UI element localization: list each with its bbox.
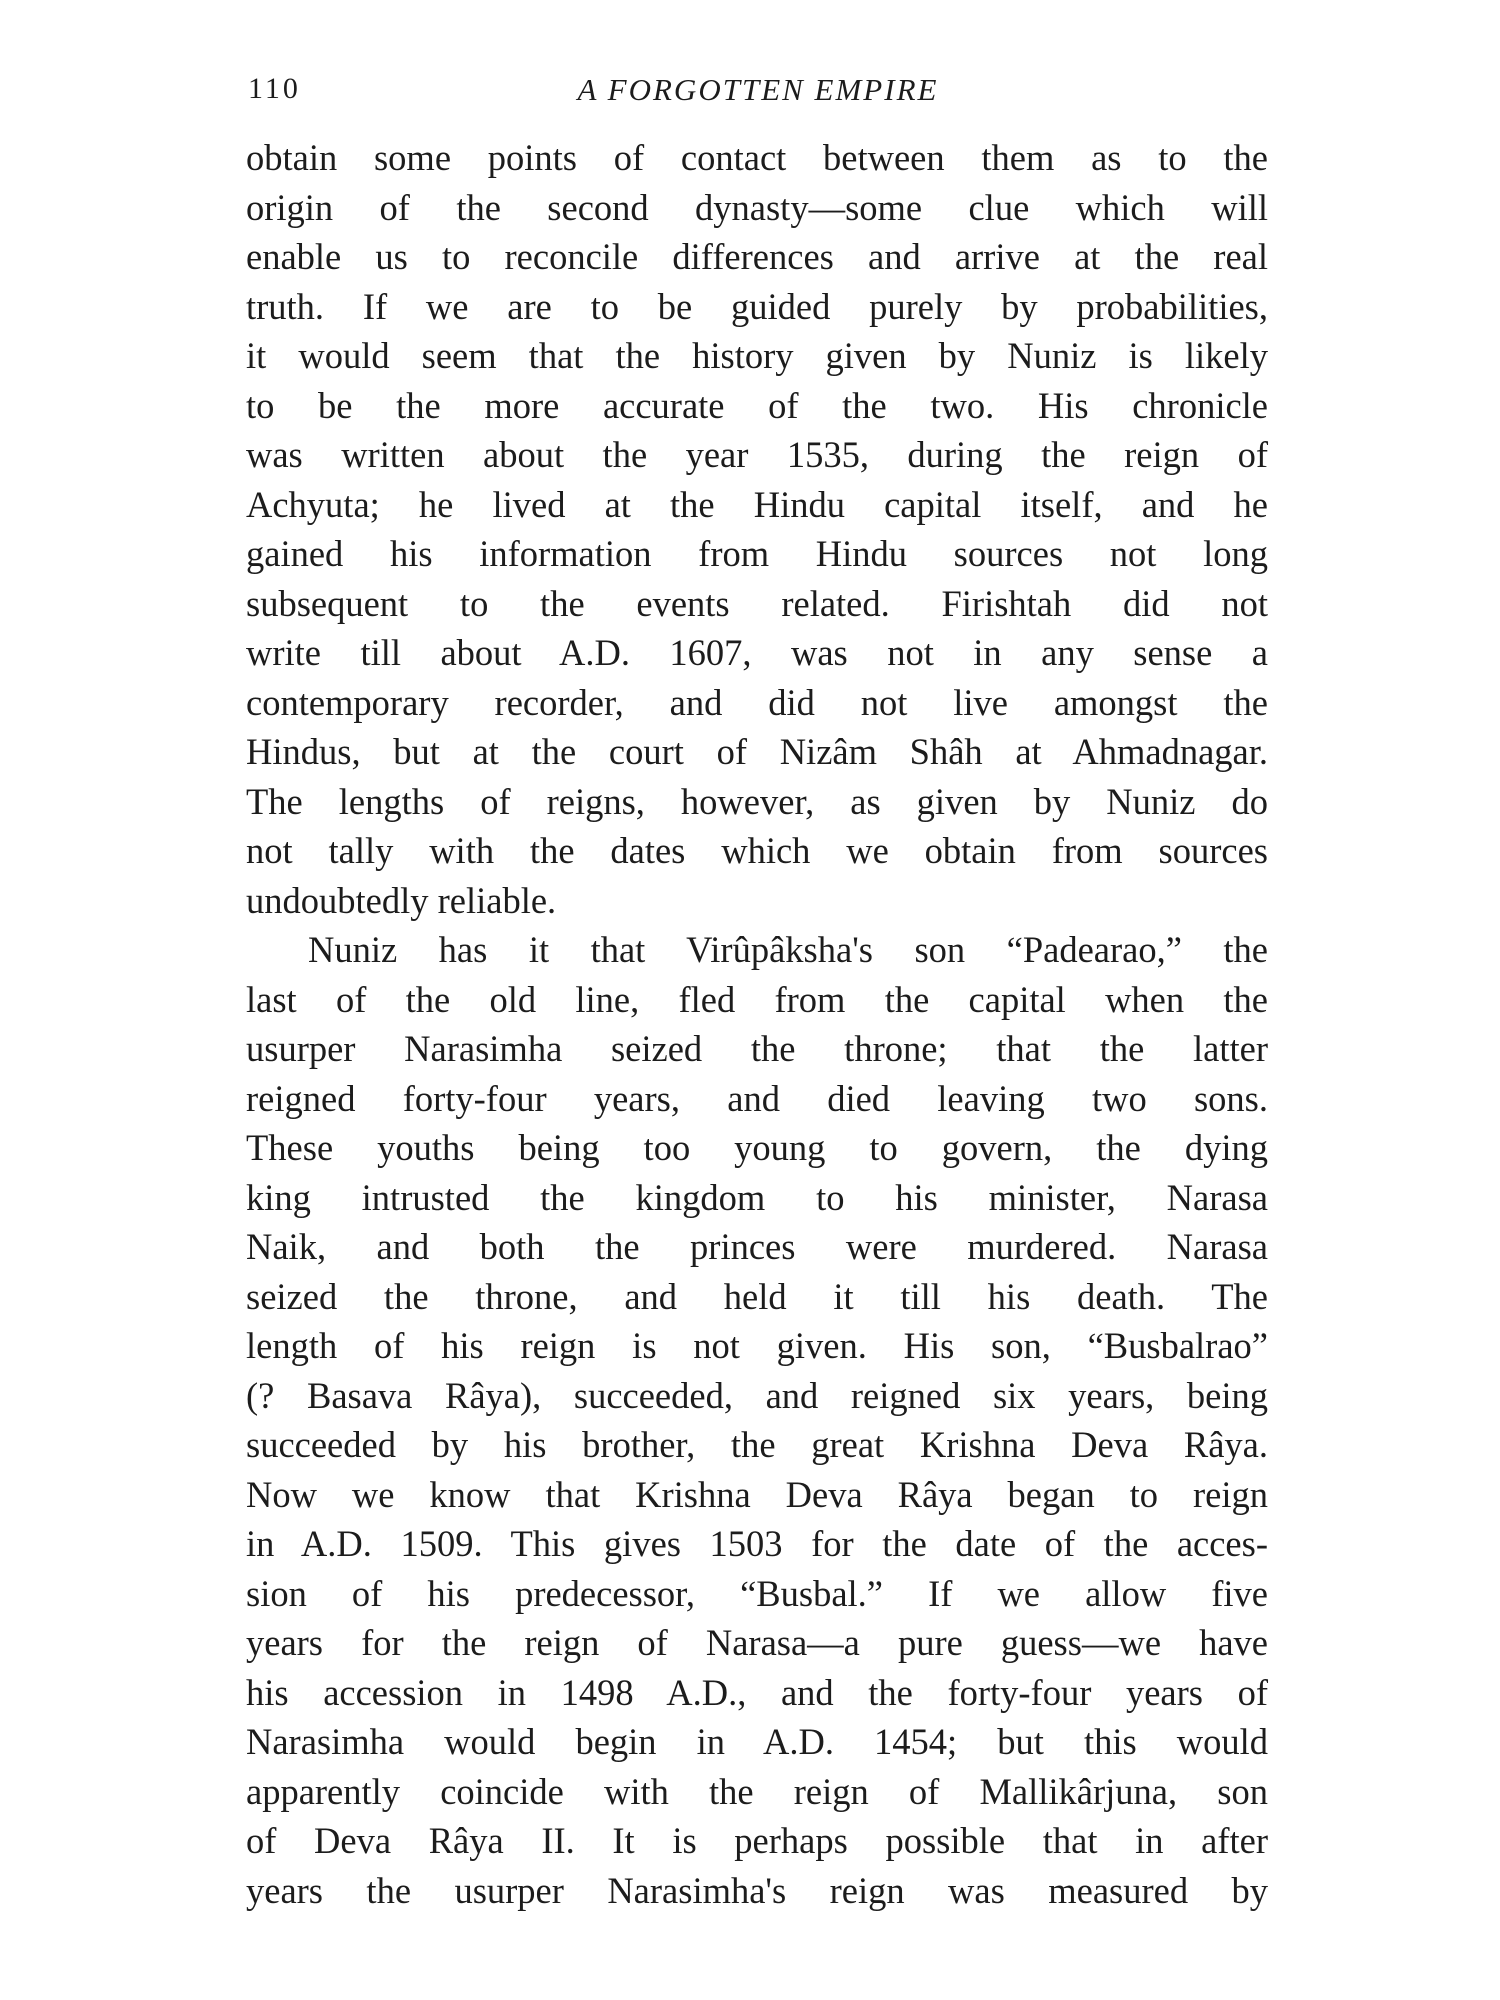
text-line: truth. If we are to be guided purely by probabilities, <box>246 285 1268 327</box>
text-line: (? Basava Râya), succeeded, and reigned six years, being <box>246 1374 1268 1416</box>
text-line: reigned forty-four years, and died leaving two sons. <box>246 1077 1268 1119</box>
text-line: The lengths of reigns, however, as given by Nuniz do <box>246 780 1268 822</box>
page-number: 110 <box>248 72 301 105</box>
paragraph-end-line: undoubtedly reliable. <box>246 879 557 921</box>
text-line: These youths being too young to govern, the dying <box>246 1127 1268 1168</box>
text-line: length of his reign is not given. His son, “Busbalrao” <box>246 1325 1268 1366</box>
text-line: king intrusted the kingdom to his minister, Narasa <box>246 1176 1268 1218</box>
text-line: contemporary recorder, and did not live amongst the <box>246 681 1268 723</box>
text-line: years the usurper Narasimha's reign was measured by <box>246 1869 1268 1911</box>
text-line: years for the reign of Narasa—a pure guess—we have <box>246 1622 1268 1663</box>
text-line: to be the more accurate of the two. His chronicle <box>246 384 1268 426</box>
text-line: seized the throne, and held it till his death. The <box>246 1275 1268 1317</box>
text-line: Hindus, but at the court of Nizâm Shâh at Ahmadnagar. <box>246 731 1268 772</box>
text-line: apparently coincide with the reign of Mallikârjuna, son <box>246 1770 1268 1812</box>
text-line: sion of his predecessor, “Busbal.” If we allow five <box>246 1572 1268 1614</box>
text-line: Naik, and both the princes were murdered. Narasa <box>246 1226 1268 1267</box>
running-head <box>248 72 1268 112</box>
paragraph-start-line: Nuniz has it that Virûpâksha's son “Padearao,” the <box>308 929 1268 970</box>
text-line: not tally with the dates which we obtain from sources <box>246 830 1268 871</box>
text-line: succeeded by his brother, the great Krishna Deva Râya. <box>246 1424 1268 1465</box>
text-line: subsequent to the events related. Firishtah did not <box>246 582 1268 624</box>
text-line: of Deva Râya II. It is perhaps possible that in after <box>246 1820 1268 1861</box>
body-text <box>246 133 1268 1915</box>
text-line: last of the old line, fled from the capital when the <box>246 978 1268 1020</box>
text-line: in A.D. 1509. This gives 1503 for the date of the acces- <box>246 1523 1268 1564</box>
text-line: his accession in 1498 A.D., and the forty-four years of <box>246 1671 1268 1713</box>
running-title: A FORGOTTEN EMPIRE <box>577 72 939 107</box>
text-line: Now we know that Krishna Deva Râya began to reign <box>246 1473 1268 1515</box>
text-line: Achyuta; he lived at the Hindu capital itself, and he <box>246 483 1268 525</box>
text-line: gained his information from Hindu sources not long <box>246 533 1268 574</box>
text-line: it would seem that the history given by Nuniz is likely <box>246 335 1268 376</box>
text-line: origin of the second dynasty—some clue which will <box>246 186 1268 228</box>
text-line: obtain some points of contact between them as to the <box>246 137 1268 178</box>
text-line: usurper Narasimha seized the throne; that the latter <box>246 1028 1268 1069</box>
text-line: Narasimha would begin in A.D. 1454; but this would <box>246 1721 1268 1762</box>
text-line: was written about the year 1535, during the reign of <box>246 434 1268 475</box>
text-line: write till about A.D. 1607, was not in any sense a <box>246 632 1268 673</box>
text-line: enable us to reconcile differences and arrive at the real <box>246 236 1268 277</box>
